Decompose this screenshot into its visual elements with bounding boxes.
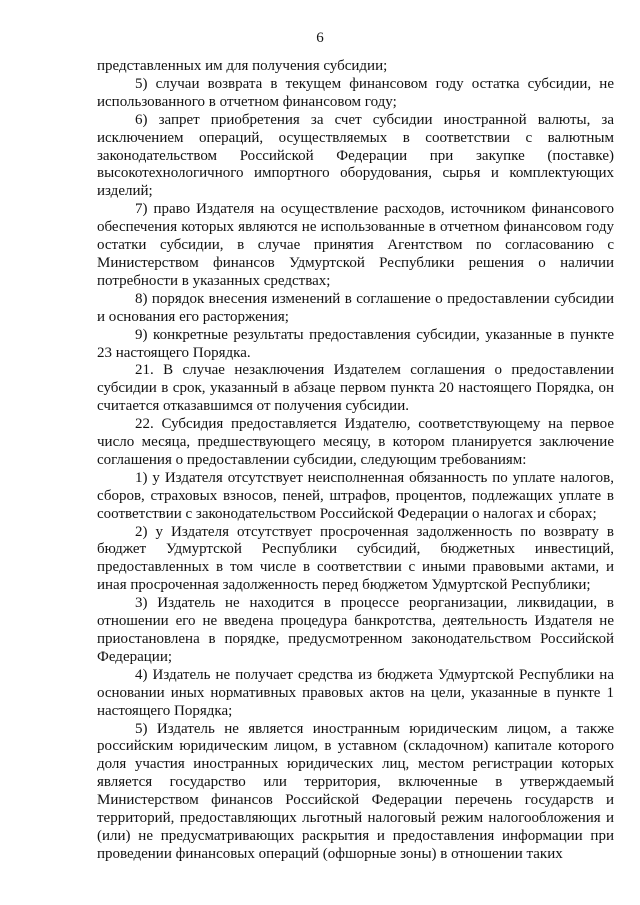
paragraph-item-6-currency-ban: 6) запрет приобретения за счет субсидии иностранной валюты, за исключением операций, осуществляемых в соответствии с валютным законодательством Российской Федерации при закупке (поставке) высокотехнологичного импортного оборудования, сырья и комплектующих изделий; [97,111,614,200]
document-body [97,58,614,864]
paragraph-item-8-amendment-procedure: 8) порядок внесения изменений в соглашение о предоставлении субсидии и основания его расторжения; [97,290,614,325]
paragraph-requirement-1: 1) у Издателя отсутствует неисполненная обязанность по уплате налогов, сборов, страховых взносов, пеней, штрафов, процентов, подлежащих уплате в соответствии с законодательством Российской Федерации о налогах и сборах; [97,469,614,522]
paragraph-requirement-3: 3) Издатель не находится в процессе реорганизации, ликвидации, в отношении его не введена процедура банкротства, деятельность Издателя не приостановлена в порядке, предусмотренном законодательством Российской Федерации; [97,595,614,665]
paragraph-requirement-5: 5) Издатель не является иностранным юридическим лицом, а также российским юридическим лицом, в уставном (складочном) капитале которого доля участия иностранных юридических лиц, местом регистрации которых является государство или территория, включенные в утверждаемый Министерством финансов Российской Федерации перечень государств и территорий, предоставляющих льготный налоговый режим налогообложения и (или) не предусматривающих раскрытия и предоставления информации при проведении финансовых операций (офшорные зоны) в отношении таких [97,720,614,862]
page-number: 6 [316,30,324,46]
paragraph-22: 22. Субсидия предоставляется Издателю, соответствующему на первое число месяца, предшествующего месяцу, в котором планируется заключение соглашения о предоставлении субсидии, следующим требованиям: [97,416,614,468]
paragraph-requirement-2: 2) у Издателя отсутствует просроченная задолженность по возврату в бюджет Удмуртской Республики субсидий, бюджетных инвестиций, предоставленных в том числе в соответствии с иными правовыми актами, и иная просроченная задолженность перед бюджетом Удмуртской Республики; [97,523,614,594]
paragraph-item-5-subsidy-return: 5) случаи возврата в текущем финансовом году остатка субсидии, не использованного в отчетном финансовом году; [97,75,614,110]
paragraph-item-9-results: 9) конкретные результаты предоставления субсидии, указанные в пункте 23 настоящего Порядка. [97,326,614,361]
paragraph-21: 21. В случае незаключения Издателем соглашения о предоставлении субсидии в срок, указанный в абзаце первом пункта 20 настоящего Порядка, он считается отказавшимся от получения субсидии. [97,362,614,415]
paragraph-continuation: представленных им для получения субсидии; [97,58,388,74]
paragraph-requirement-4: 4) Издатель не получает средства из бюджета Удмуртской Республики на основании иных нормативных правовых актов на цели, указанные в пункте 1 настоящего Порядка; [97,666,614,719]
paragraph-item-7-publisher-right: 7) право Издателя на осуществление расходов, источником финансового обеспечения которых являются не использованные в отчетном финансовом году остатки субсидии, в случае принятия Агентством по согласованию с Министерством финансов Удмуртской Республики решения о наличии потребности в указанных средствах; [97,201,614,289]
